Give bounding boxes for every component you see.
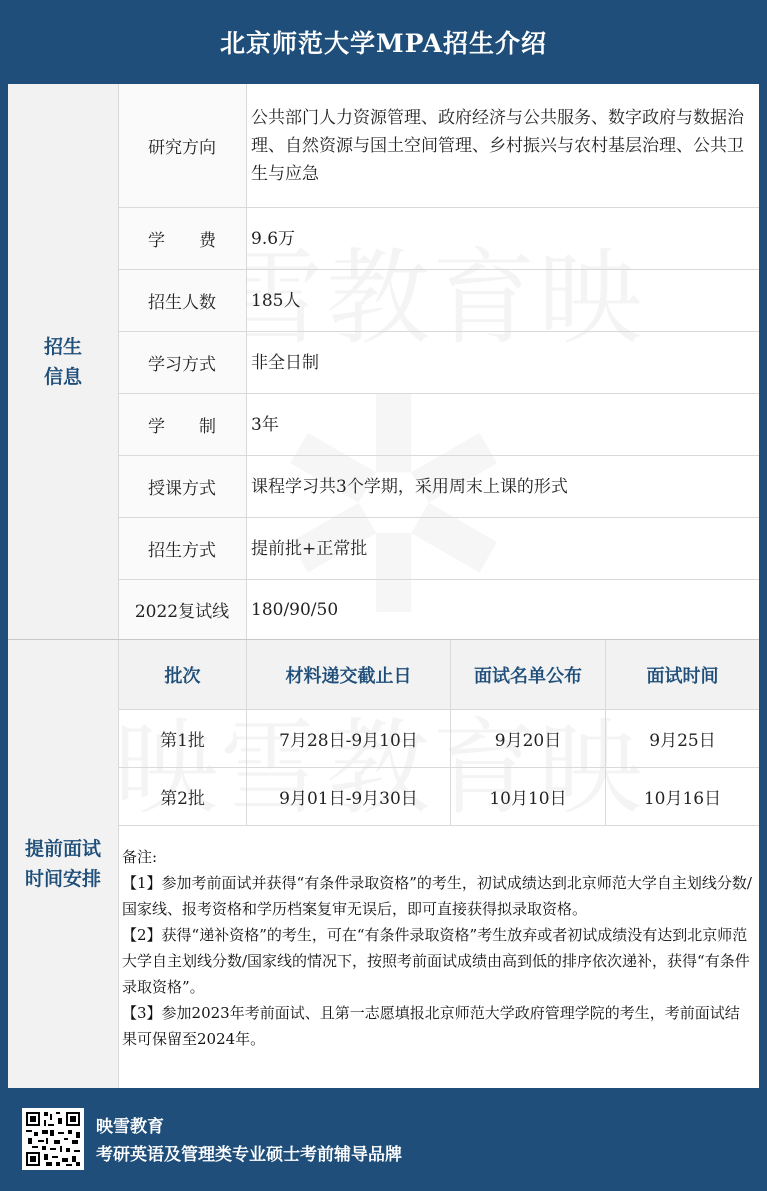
divider: [118, 331, 759, 332]
divider: [118, 579, 759, 580]
divider: [118, 207, 759, 208]
table-header: 面试时间: [606, 640, 759, 709]
row-value-teaching: 课程学习共3个学期，采用周末上课的形式: [251, 476, 568, 497]
row-value-admission: 提前批+正常批: [251, 538, 368, 559]
page-title: 北京师范大学MPA招生介绍: [219, 29, 548, 58]
notes-title: 备注:: [122, 848, 158, 866]
row-label-score-line: 2022复试线: [118, 580, 246, 639]
divider: [246, 640, 247, 825]
row-value-duration: 3年: [251, 414, 279, 435]
divider: [118, 455, 759, 456]
row-label-research: 研究方向: [118, 84, 246, 207]
table-header: 材料递交截止日: [247, 640, 450, 709]
divider: [118, 517, 759, 518]
category-label: 信息: [43, 365, 82, 388]
table-cell: 9月25日: [649, 731, 716, 751]
divider: [118, 825, 759, 826]
category-label: 提前面试: [24, 838, 101, 860]
table-cell: 7月28日-9月10日: [279, 731, 418, 751]
table-cell: 第1批: [160, 731, 205, 751]
note-item: 【3】参加2023年考前面试、且第一志愿填报北京师范大学政府管理学院的考生，考前面试结果可保留至2024年。: [122, 1004, 740, 1048]
row-value-tuition: 9.6万: [251, 228, 296, 249]
table-cell: 9月20日: [494, 731, 562, 751]
qr-code-icon: [22, 1108, 84, 1170]
info-card: [8, 84, 759, 1088]
row-value-quota: 185人: [251, 290, 301, 311]
row-label-teaching: 授课方式: [118, 456, 246, 517]
row-value-research: 公共部门人力资源管理、政府经济与公共服务、数字政府与数据治理、自然资源与国土空间管理、乡村振兴与农村基层治理、公共卫生与应急: [251, 107, 744, 184]
row-label-quota: 招生人数: [118, 270, 246, 331]
divider: [450, 640, 451, 825]
row-value-score-line: 180/90/50: [251, 599, 339, 620]
category-enrollment: [8, 84, 118, 639]
divider: [118, 84, 119, 1088]
table-cell: 9月01日-9月30日: [279, 789, 418, 809]
table-cell: 第2批: [160, 789, 205, 809]
divider: [605, 640, 606, 825]
note-item: 【2】获得“递补资格”的考生，可在“有条件录取资格”考生放弃或者初试成绩没有达到北京师范大学自主划线分数/国家线的情况下，按照考前面试成绩由高到低的排序依次递补，获得“有条件录取资格”。: [122, 926, 750, 996]
row-label-study-mode: 学习方式: [118, 332, 246, 393]
row-value-study-mode: 非全日制: [251, 352, 319, 373]
divider: [118, 709, 759, 710]
category-label: 招生: [43, 335, 82, 358]
note-item: 【1】参加考前面试并获得“有条件录取资格”的考生，初试成绩达到北京师范大学自主划线分数/国家线、报考资格和学历档案复审无误后，即可直接获得拟录取资格。: [122, 874, 752, 918]
divider: [118, 393, 759, 394]
footer-slogan: 考研英语及管理类专业硕士考前辅导品牌: [96, 1145, 402, 1165]
notes-block: [122, 844, 752, 1052]
row-label-admission: 招生方式: [118, 518, 246, 579]
table-header: 面试名单公布: [451, 640, 605, 709]
row-label-duration: 学 制: [118, 394, 246, 455]
footer-brand: 映雪教育: [96, 1117, 164, 1137]
table-header: 批次: [119, 640, 246, 709]
divider: [118, 767, 759, 768]
row-label-tuition: 学 费: [118, 208, 246, 269]
page-header: [0, 0, 767, 84]
category-interview: [8, 640, 118, 1088]
divider: [118, 269, 759, 270]
category-label: 时间安排: [24, 868, 101, 890]
footer: [0, 1088, 767, 1191]
table-cell: 10月16日: [643, 789, 722, 809]
table-cell: 10月10日: [489, 789, 567, 809]
